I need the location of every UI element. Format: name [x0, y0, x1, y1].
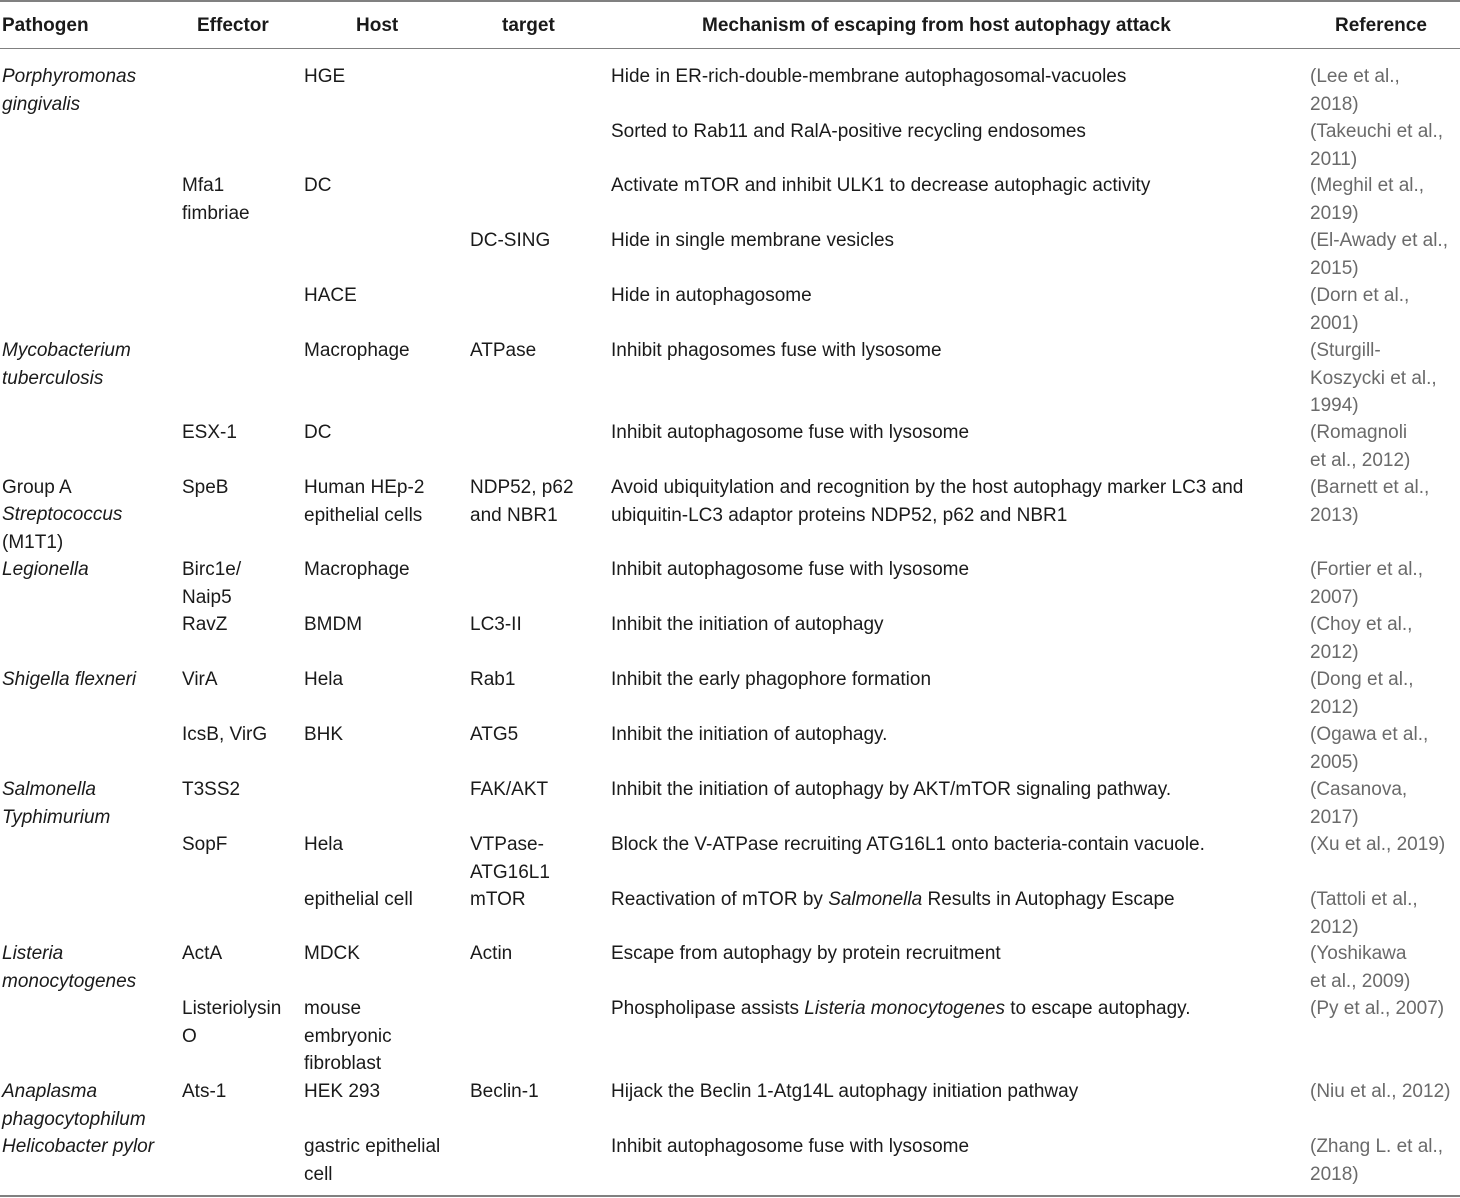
pathogen-name: Group A: [2, 477, 72, 498]
effector-cell: SopF: [182, 834, 228, 855]
reference-cell[interactable]: (Sturgill- Koszycki et al., 1994): [1310, 340, 1437, 416]
effector-cell: Mfa1 fimbriae: [182, 175, 250, 224]
table-top-rule: [0, 0, 1460, 2]
effector-cell: SpeB: [182, 477, 229, 498]
mechanism-cell: Inhibit autophagosome fuse with lysosome: [611, 1136, 970, 1157]
target-cell: FAK/AKT: [470, 779, 549, 800]
reference-cell[interactable]: (Takeuchi et al., 2011): [1310, 121, 1444, 170]
host-cell: Macrophage: [304, 340, 410, 361]
effector-cell: VirA: [182, 669, 218, 690]
effector-cell: ESX-1: [182, 422, 237, 443]
mechanism-cell: Inhibit autophagosome fuse with lysosome: [611, 559, 970, 580]
host-cell: DC: [304, 175, 332, 196]
target-cell: mTOR: [470, 889, 526, 910]
reference-cell[interactable]: (Zhang L. et al., 2018): [1310, 1136, 1444, 1185]
mechanism-cell: Inhibit the initiation of autophagy by AKT/mTOR signaling pathway.: [611, 779, 1172, 800]
pathogen-name: Streptococcus: [2, 504, 123, 525]
target-cell: LC3-II: [470, 614, 522, 635]
reference-cell[interactable]: (Dorn et al., 2001): [1310, 285, 1410, 334]
pathogen-name: Salmonella Typhimurium: [2, 779, 111, 828]
effector-cell: T3SS2: [182, 779, 241, 800]
mechanism-cell: Activate mTOR and inhibit ULK1 to decrease autophagic activity: [611, 175, 1151, 196]
target-cell: DC-SING: [470, 230, 551, 251]
host-cell: Macrophage: [304, 559, 410, 580]
host-cell: Hela: [304, 834, 344, 855]
effector-cell: ActA: [182, 943, 223, 964]
reference-cell[interactable]: (Barnett et al., 2013): [1310, 477, 1430, 526]
host-cell: HACE: [304, 285, 357, 306]
pathogen-name: Listeria monocytogenes: [2, 943, 137, 992]
reference-cell[interactable]: (Niu et al., 2012): [1310, 1081, 1451, 1102]
mechanism-cell: Hide in ER-rich-double-membrane autophagosomal-vacuoles: [611, 66, 1127, 87]
mechanism-cell: Reactivation of mTOR by Salmonella Results in Autophagy Escape: [611, 889, 1175, 910]
mechanism-cell: Block the V-ATPase recruiting ATG16L1 onto bacteria-contain vacuole.: [611, 834, 1205, 855]
header-mechanism: Mechanism of escaping from host autophagy attack: [702, 15, 1171, 36]
header-effector: Effector: [197, 15, 269, 36]
host-cell: Hela: [304, 669, 344, 690]
reference-cell[interactable]: (Lee et al., 2018): [1310, 66, 1400, 115]
header-pathogen: Pathogen: [2, 15, 89, 36]
mechanism-cell: Inhibit the initiation of autophagy.: [611, 724, 888, 745]
host-cell: HEK 293: [304, 1081, 381, 1102]
mechanism-cell: Inhibit phagosomes fuse with lysosome: [611, 340, 942, 361]
host-cell: HGE: [304, 66, 346, 87]
pathogen-name: Shigella flexneri: [2, 669, 137, 690]
host-cell: MDCK: [304, 943, 360, 964]
target-cell: Rab1: [470, 669, 516, 690]
effector-cell: Listeriolysin O: [182, 998, 282, 1047]
target-cell: Actin: [470, 943, 513, 964]
reference-cell[interactable]: (Xu et al., 2019): [1310, 834, 1446, 855]
header-reference: Reference: [1335, 15, 1427, 36]
target-cell: VTPase- ATG16L1: [470, 834, 550, 883]
pathogen-name: Helicobacter pylor: [2, 1136, 155, 1157]
reference-cell[interactable]: (Casanova, 2017): [1310, 779, 1408, 828]
table-bottom-rule: [0, 1195, 1460, 1197]
reference-cell[interactable]: (Ogawa et al., 2005): [1310, 724, 1429, 773]
pathogen-name: Anaplasma phagocytophilum: [2, 1081, 146, 1130]
mechanism-cell: Inhibit the initiation of autophagy: [611, 614, 884, 635]
header-target: target: [502, 15, 555, 36]
pathogen-name: Legionella: [2, 559, 89, 580]
target-cell: NDP52, p62 and NBR1: [470, 477, 574, 526]
pathogen-name: Mycobacterium tuberculosis: [2, 340, 131, 389]
target-cell: ATPase: [470, 340, 537, 361]
reference-cell[interactable]: (Tattoli et al., 2012): [1310, 889, 1418, 938]
host-cell: Human HEp-2 epithelial cells: [304, 477, 425, 526]
mechanism-cell: Sorted to Rab11 and RalA-positive recycling endosomes: [611, 121, 1086, 142]
host-cell: BHK: [304, 724, 344, 745]
reference-cell[interactable]: (Choy et al., 2012): [1310, 614, 1413, 663]
reference-cell[interactable]: (Fortier et al., 2007): [1310, 559, 1423, 608]
reference-cell[interactable]: (El-Awady et al., 2015): [1310, 230, 1448, 279]
mechanism-cell: Hide in single membrane vesicles: [611, 230, 895, 251]
host-cell: mouse embryonic fibroblast: [304, 998, 392, 1074]
pathogen-name: Porphyromonas gingivalis: [2, 66, 137, 115]
mechanism-cell: Escape from autophagy by protein recruitment: [611, 943, 1001, 964]
reference-cell[interactable]: (Yoshikawa et al., 2009): [1310, 943, 1411, 992]
mechanism-cell: Inhibit the early phagophore formation: [611, 669, 932, 690]
effector-cell: Birc1e/ Naip5: [182, 559, 242, 608]
effector-cell: Ats-1: [182, 1081, 227, 1102]
target-cell: ATG5: [470, 724, 519, 745]
effector-cell: RavZ: [182, 614, 228, 635]
mechanism-cell: Hijack the Beclin 1-Atg14L autophagy initiation pathway: [611, 1081, 1079, 1102]
reference-cell[interactable]: (Romagnoli et al., 2012): [1310, 422, 1411, 471]
mechanism-cell: Inhibit autophagosome fuse with lysosome: [611, 422, 970, 443]
host-cell: BMDM: [304, 614, 363, 635]
mechanism-cell: Phospholipase assists Listeria monocytogenes to escape autophagy.: [611, 998, 1191, 1019]
mechanism-cell: Hide in autophagosome: [611, 285, 812, 306]
target-cell: Beclin-1: [470, 1081, 539, 1102]
pathogen-name: (M1T1): [2, 532, 64, 553]
header-host: Host: [356, 15, 399, 36]
host-cell: gastric epithelial cell: [304, 1136, 441, 1185]
host-cell: DC: [304, 422, 332, 443]
reference-cell[interactable]: (Meghil et al., 2019): [1310, 175, 1425, 224]
reference-cell[interactable]: (Py et al., 2007): [1310, 998, 1445, 1019]
header-rule: [0, 48, 1460, 49]
mechanism-cell: Avoid ubiquitylation and recognition by the host autophagy marker LC3 and ubiquitin-LC3 adaptor proteins NDP52, p62 and NBR1: [611, 477, 1244, 526]
effector-cell: IcsB, VirG: [182, 724, 268, 745]
host-cell: epithelial cell: [304, 889, 413, 910]
reference-cell[interactable]: (Dong et al., 2012): [1310, 669, 1414, 718]
